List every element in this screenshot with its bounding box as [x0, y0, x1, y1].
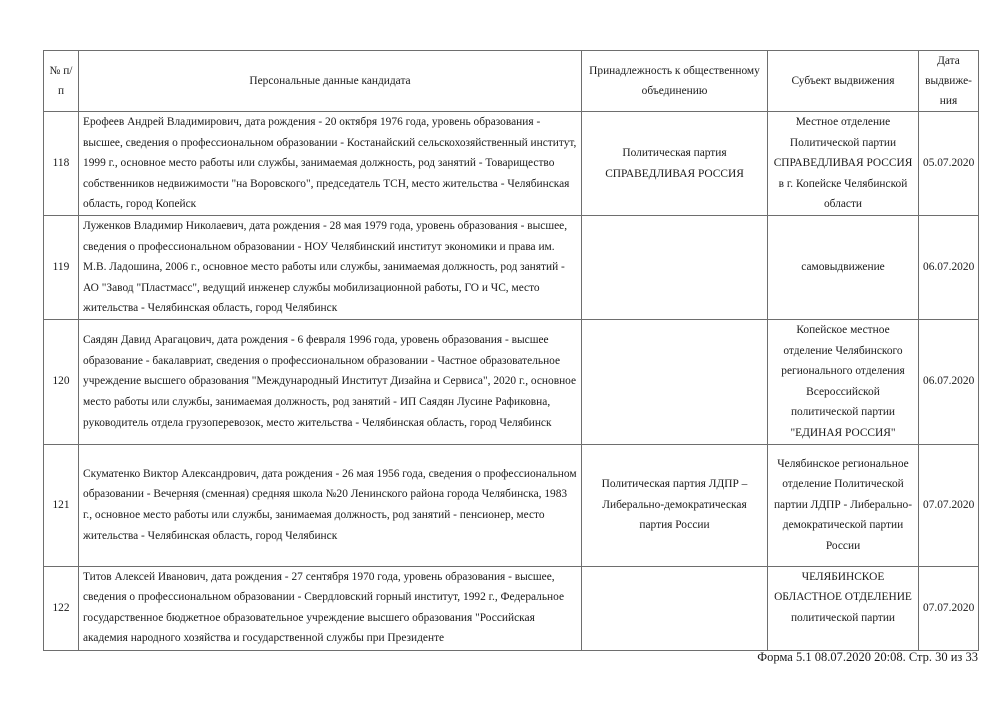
row-num: 120 [44, 319, 79, 444]
row-date: 07.07.2020 [919, 566, 979, 650]
header-nominator-label: Субъект выдвижения [791, 75, 895, 87]
table-row [44, 216, 979, 320]
row-personal-data: Титов Алексей Иванович, дата рождения - 27 сентября 1970 года, уровень образования - высшее, сведения о профессиональном образовании - Свердловский горный институт, 1992 г., Федеральное государственное бюджетное образовательное учреждение высшего образования "Российская академия народного хозяйства и государственной службы при Президенте [79, 566, 582, 650]
row-affiliation: Политическая партия ЛДПР – Либерально-демократическая партия России [582, 444, 768, 566]
table-row [44, 566, 979, 650]
header-affiliation [582, 51, 768, 112]
header-nominator [768, 51, 919, 112]
row-date: 06.07.2020 [919, 319, 979, 444]
table-row [44, 319, 979, 444]
header-affiliation-label: Принадлежность к общественному объединению [589, 65, 760, 97]
table-row [44, 444, 979, 566]
candidates-table [43, 50, 979, 651]
row-date: 07.07.2020 [919, 444, 979, 566]
row-personal-data: Саядян Давид Арагацович, дата рождения - 6 февраля 1996 года, уровень образования - высшее образование - бакалавриат, сведения о профессиональном образовании - Частное образовательное учреждение высшего образования "Международный Институт Дизайна и Сервиса", 2020 г., основное место работы или службы, занимаемая должность, род занятий - ИП Саядян Лусине Рафиковна, руководитель отдела грузоперевозок, место жительства - Челябинская область, город Челябинск [79, 319, 582, 444]
header-personal-label: Персональные данные кандидата [249, 75, 411, 87]
row-date: 05.07.2020 [919, 112, 979, 216]
row-personal-data: Ерофеев Андрей Владимирович, дата рождения - 20 октября 1976 года, уровень образования - высшее, сведения о профессиональном образовании - Костанайский сельскохозяйственный институт, 1999 г., основное место работы или службы, занимаемая должность, род занятий - Товарищество собственников недвижимости "на Воровского", председатель ТСН, место жительства - Челябинская область, город Копейск [79, 112, 582, 216]
row-affiliation [582, 319, 768, 444]
row-nominator: Местное отделение Политической партии СПРАВЕДЛИВАЯ РОССИЯ в г. Копейске Челябинской области [768, 112, 919, 216]
row-num: 118 [44, 112, 79, 216]
header-date-label: Дата выдвиже-ния [925, 55, 972, 107]
row-num: 122 [44, 566, 79, 650]
table-row [44, 112, 979, 216]
row-affiliation [582, 566, 768, 650]
row-affiliation [582, 216, 768, 320]
row-affiliation: Политическая партия СПРАВЕДЛИВАЯ РОССИЯ [582, 112, 768, 216]
table-header-row [44, 51, 979, 112]
row-date: 06.07.2020 [919, 216, 979, 320]
row-num: 121 [44, 444, 79, 566]
header-num [44, 51, 79, 112]
row-nominator: ЧЕЛЯБИНСКОЕ ОБЛАСТНОЕ ОТДЕЛЕНИЕ политической партии [768, 566, 919, 650]
row-personal-data: Скуматенко Виктор Александрович, дата рождения - 26 мая 1956 года, сведения о профессиональном образовании - Вечерняя (сменная) средняя школа №20 Ленинского района города Челябинска, 1983 г., основное место работы или службы, занимаемая должность, род занятий - пенсионер, место жительства - Челябинская область, город Челябинск [79, 444, 582, 566]
header-personal [79, 51, 582, 112]
row-nominator: Копейское местное отделение Челябинского регионального отделения Всероссийской политической партии "ЕДИНАЯ РОССИЯ" [768, 319, 919, 444]
row-personal-data: Луженков Владимир Николаевич, дата рождения - 28 мая 1979 года, уровень образования - высшее, сведения о профессиональном образовании - НОУ Челябинский институт экономики и права им. М.В. Ладошина, 2006 г., основное место работы или службы, занимаемая должность, род занятий - АО "Завод "Пластмасс", ведущий инженер службы мобилизационной работы, ГО и ЧС, место жительства - Челябинская область, город Челябинск [79, 216, 582, 320]
page-footer: Форма 5.1 08.07.2020 20:08. Стр. 30 из 33 [757, 650, 978, 664]
header-num-label: № п/п [49, 65, 73, 97]
row-num: 119 [44, 216, 79, 320]
row-nominator: Челябинское региональное отделение Политической партии ЛДПР - Либерально-демократической партии России [768, 444, 919, 566]
row-nominator: самовыдвижение [768, 216, 919, 320]
header-date [919, 51, 979, 112]
